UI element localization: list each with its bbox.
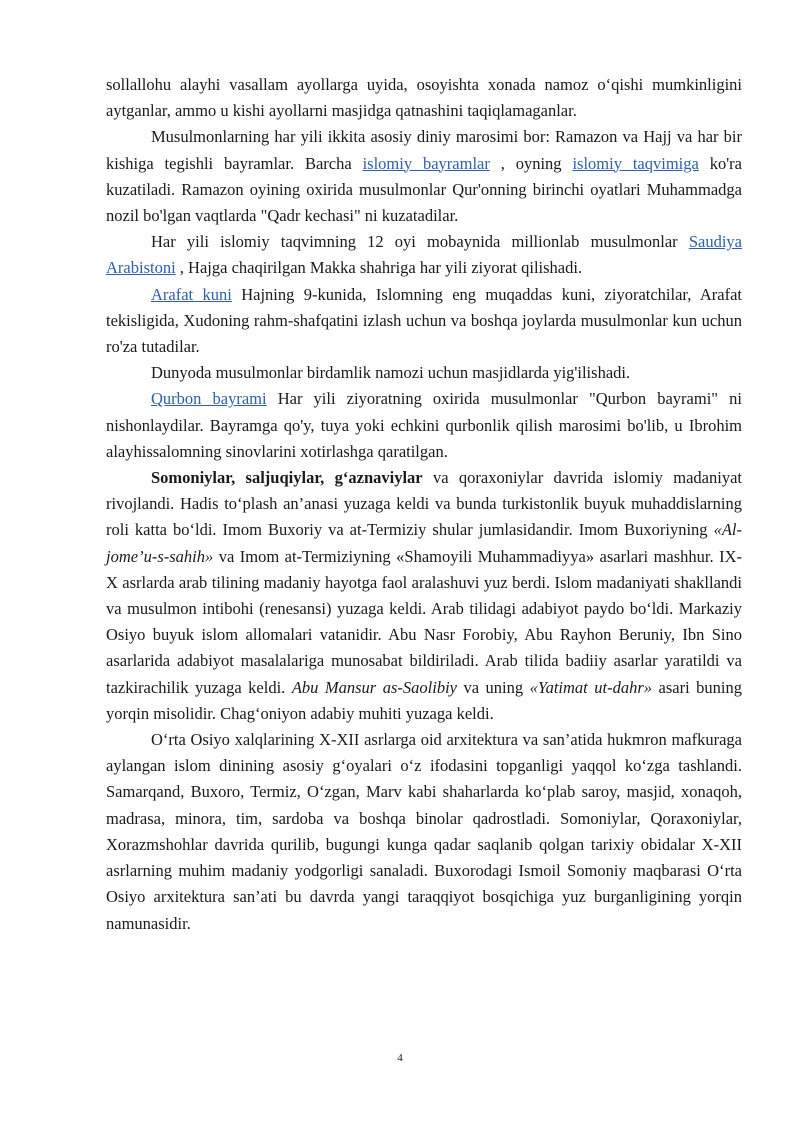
text-span: , oyning — [489, 153, 573, 173]
document-body — [106, 72, 742, 937]
text-span: sollallohu alayhi vasallam ayollarga uyida, osoyishta xonada namoz o‘qishi mumkinligini aytganlar, ammo u kishi ayollarni masjidga qatnashini taqiqlamaganlar. — [106, 75, 742, 121]
text-span: Musulmonlarning har yili ikkita asosiy diniy marosimi bor: Ramazon va Hajj va har bir kishiga tegishli bayramlar. Barcha — [106, 127, 742, 173]
hyperlink[interactable]: Arafat kuni — [151, 284, 232, 304]
text-span: Dunyoda musulmonlar birdamlik namozi uchun masjidlarda yig'ilishadi. — [151, 363, 631, 383]
paragraph — [106, 282, 742, 361]
text-span: asari buning yorqin misolidir. Chag‘oniyon adabiy muhiti yuzaga keldi. — [106, 677, 742, 723]
italic-text: «Yatimat ut-dahr» — [529, 677, 652, 697]
paragraph — [106, 124, 742, 229]
bold-text: Somoniylar, saljuqiylar, g‘aznaviylar — [151, 468, 423, 488]
paragraph — [106, 72, 742, 124]
paragraph — [106, 229, 742, 281]
text-span: Hajning 9-kunida, Islomning eng muqaddas kuni, ziyoratchilar, Arafat tekisligida, Xudoning rahm-shafqatini izlash uchun va boshqa joylarda musulmonlar kun uchun ro'za tutadilar. — [106, 284, 742, 357]
italic-text: «Al-jome’u-s-sahih» — [106, 520, 742, 566]
hyperlink[interactable]: Qurbon bayrami — [151, 389, 267, 409]
hyperlink[interactable]: islomiy taqvimiga — [572, 153, 699, 173]
text-span: , Hajga chaqirilgan Makka shahriga har yili ziyorat qilishadi. — [175, 258, 583, 278]
hyperlink[interactable]: islomiy bayramlar — [362, 153, 490, 173]
text-span: O‘rta Osiyo xalqlarining X-XII asrlarga oid arxitektura va san’atida hukmron mafkuraga aylangan islom dinining asosiy g‘oyalari o‘z ifodasini topganligi yaqqol ko‘zga tashlandi. Samarqand, Buxoro, Termiz, O‘zgan, Marv kabi shaharlarda ko‘plab saroy, masjid, xonaqoh, madrasa, minora, tim, sardoba va boshqa binolar qadrostladi. Somoniylar, Qoraxoniylar, Xorazmshohlar davrida qurilib, bugungi kunga qadar saqlanib qolgan tarixiy obidalar X-XII asrlarning muhim madaniy yodgorligi sanaladi. Buxorodagi Ismoil Somoniy maqbarasi O‘rta Osiyo arxitektura san’ati bu davrda yangi taraqqiyot bosqichiga yuz burganligining yorqin namunasidir. — [106, 730, 742, 933]
paragraph — [106, 386, 742, 465]
text-span: va uning — [456, 677, 530, 697]
paragraph — [106, 360, 742, 386]
paragraph — [106, 465, 742, 727]
hyperlink[interactable]: Saudiya Arabistoni — [106, 232, 742, 278]
paragraph — [106, 727, 742, 937]
italic-text: Abu Mansur as-Saolibiy — [291, 677, 457, 697]
text-span: va Imom at-Termiziyning «Shamoyili Muhammadiyya» asarlari mashhur. IX-X asrlarda arab tilining madaniy hayotga faol aralashuvi yuz berdi. Islom madaniyati shakllandi va musulmon intibohi (renesansi) yuzaga keldi. Arab tilidagi adabiyot paydo bo‘ldi. Markaziy Osiyo buyuk islom allomalari vatanidir. Abu Nasr Forobiy, Abu Rayhon Beruniy, Ibn Sino asarlarida adabiyot masalalariga munosabat bildiriladi. Arab tilida badiiy asarlar yaratildi va tazkirachilik yuzaga keldi. — [106, 546, 742, 697]
text-span: Har yili islomiy taqvimning 12 oyi mobaynida millionlab musulmonlar — [151, 232, 689, 252]
page-number: 4 — [397, 1052, 403, 1064]
text-span: va qoraxoniylar davrida islomiy madaniyat rivojlandi. Hadis to‘plash an’anasi yuzaga keldi va bunda turkistonlik buyuk muhaddislarning roli katta bo‘ldi. Imom Buxoriy va at-Termiziy shular jumlasidandir. Imom Buxoriyning — [106, 468, 742, 540]
text-span: ko'ra kuzatiladi. Ramazon oyining oxirida musulmonlar Qur'onning birinchi oyatlari Muhammadga nozil bo'lgan vaqtlarda "Qadr kechasi" ni kuzatadilar. — [106, 153, 742, 226]
text-span: Har yili ziyoratning oxirida musulmonlar "Qurbon bayrami" ni nishonlaydilar. Bayramga qo'y, tuya yoki echkini qurbonlik qilish marosimi bo'lib, u Ibrohim alayhissalomning sinovlarini xotirlashga qaratilgan. — [106, 389, 742, 461]
